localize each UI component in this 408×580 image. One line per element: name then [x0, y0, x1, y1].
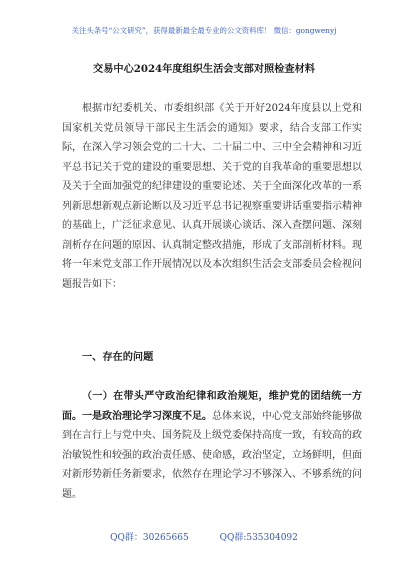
- footer-qq-group-1: QQ群：30265665: [110, 533, 189, 543]
- footer-qq-group-2: QQ群:535304092: [219, 533, 298, 543]
- header-promo-note: 关注头条号“公文研究”，获得最新最全最专业的公文资料库！ 微信：gongwenyj: [71, 26, 337, 35]
- document-title: 交易中心2024年度组织生活会支部对照检查材料: [93, 63, 315, 75]
- subpoint-heading: 一是政治理论学习深度不足。: [82, 410, 212, 422]
- footer-contact: [0, 530, 408, 543]
- subsection-paragraph: [62, 387, 362, 504]
- intro-paragraph: 根据市纪委机关、市委组织部《关于开好2024年度县以上党和国家机关党员领导干部民主生活会的通知》要求，结合支部工作实际，在深入学习领会党的二十大、二十届二中、三中全会精神和习近平总书记关于党的建设的重要思想、关于党的自我革命的重要思想以及关于全面加强党的纪律建设的重要论述、关于全面深化改革的一系列新思想新观点新论断以及习近平总书记视察重要讲话重要指示精神的基础上，广泛征求意见、认真开展谈心谈话、深入查摆问题、深刻剖析存在问题的原因、认真制定整改措施，形成了支部剖析材料。现将一年来党支部工作开展情况以及本次组织生活会支部委员会检视问题报告如下：: [62, 103, 362, 290]
- section-heading-problems: 一、存在的问题: [82, 351, 154, 363]
- subsection-heading: （一）在带头严守政治纪律和政治规矩，维护党的团结统一方面。: [62, 391, 362, 422]
- subsection-body: 总体来说，中心党支部始终能够做到在言行上与党中央、国务院及上级党委保持高度一致，有较高的政治敏锐性和较强的政治责任感、使命感，政治坚定，立场鲜明，但面对新形势新任务新要求，依然存在理论学习不够深入、不够系统的问题。: [62, 410, 362, 500]
